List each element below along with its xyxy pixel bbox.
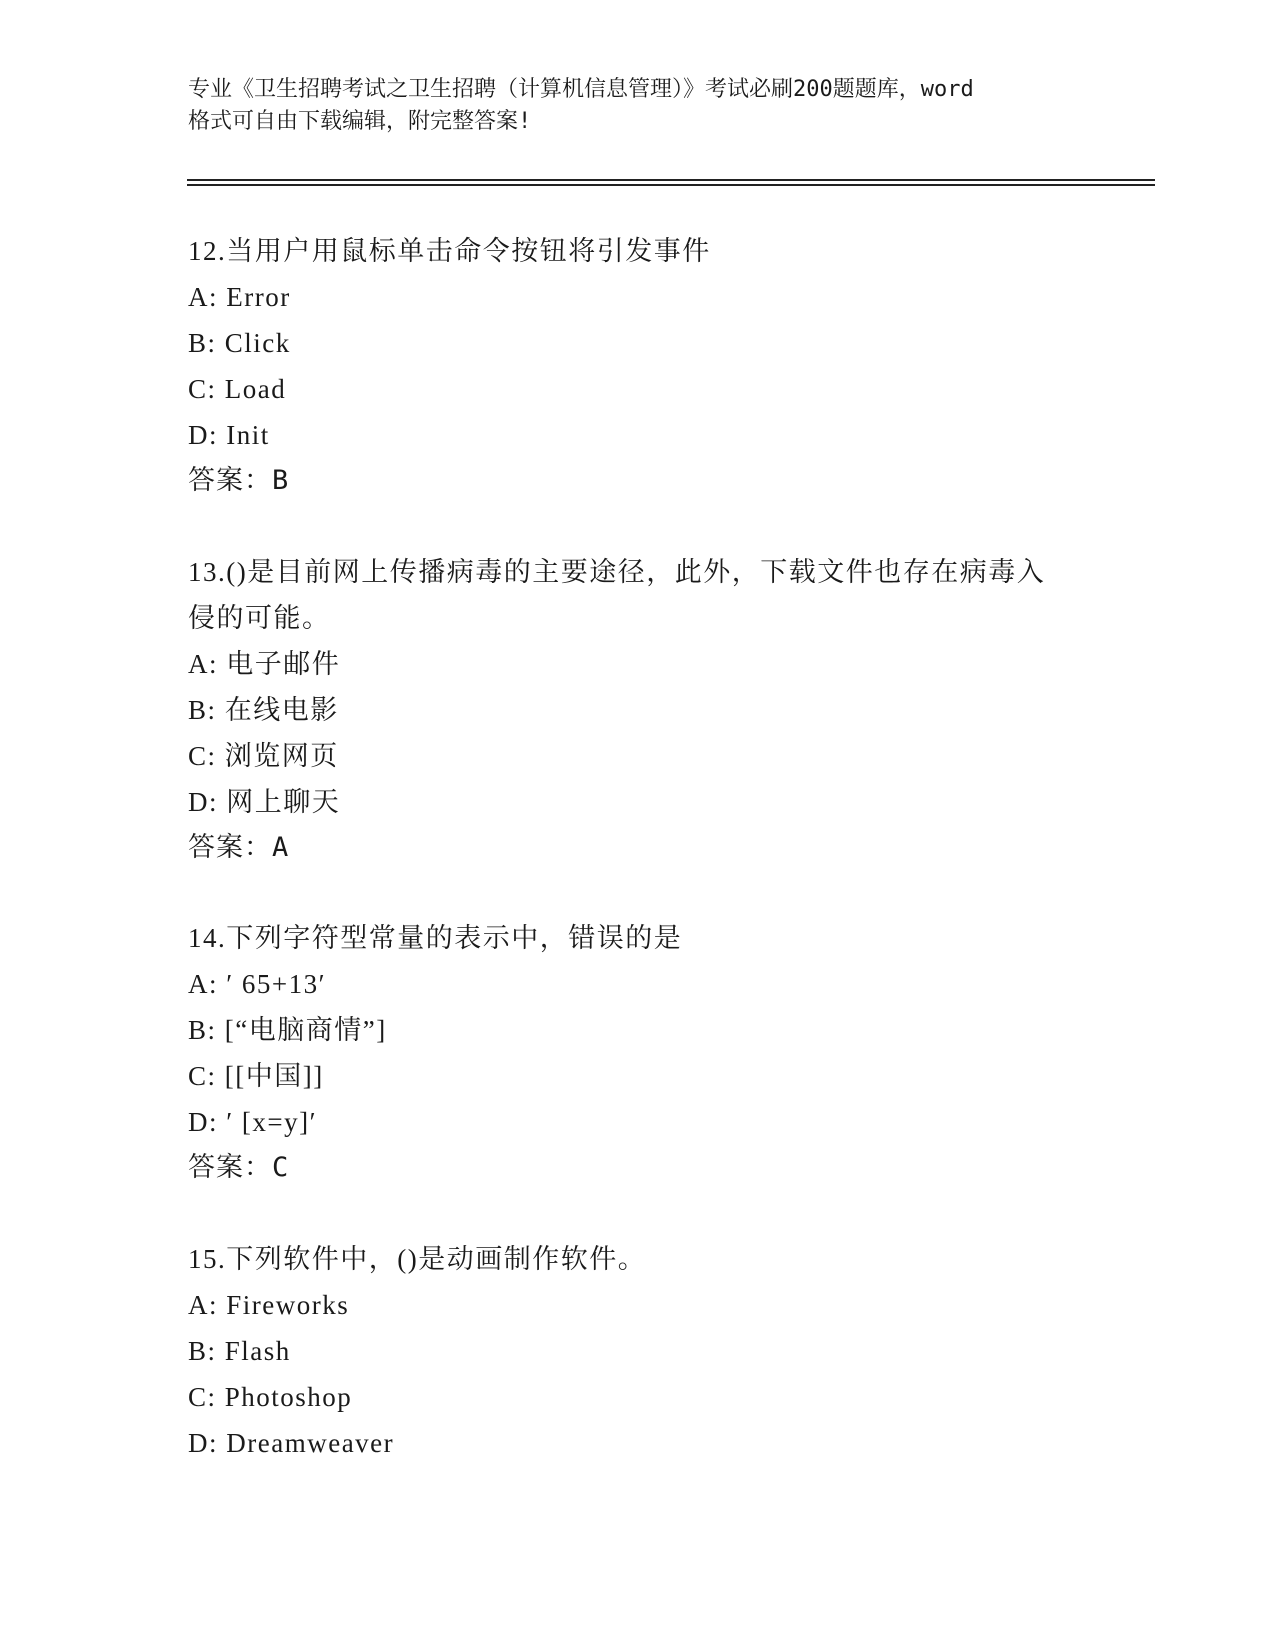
answer-value: A (272, 832, 289, 863)
option-b: B: Click (188, 328, 291, 358)
answer-label: 答案： (188, 465, 272, 496)
option-b: B: Flash (188, 1336, 291, 1366)
question-stem: 12.当用户用鼠标单击命令按钮将引发事件 (188, 236, 711, 266)
answer-value: C (272, 1152, 289, 1183)
option-c: C: Photoshop (188, 1382, 353, 1412)
document-header (188, 74, 1088, 138)
answer-line (188, 458, 1088, 504)
option-d: D: Dreamweaver (188, 1428, 395, 1458)
option-d: D: ′ [x=y]′ (188, 1107, 318, 1137)
answer-line (188, 1145, 1088, 1191)
option-a: A: Fireworks (188, 1290, 350, 1320)
option-a: A: 电子邮件 (188, 649, 341, 679)
option-d: D: Init (188, 420, 270, 450)
header-divider-bottom (187, 184, 1155, 186)
header-line-1: 专业《卫生招聘考试之卫生招聘（计算机信息管理）》考试必刷200题题库，word (188, 77, 974, 102)
question-15 (188, 1236, 1088, 1466)
option-c: C: 浏览网页 (188, 741, 339, 771)
option-a: A: ′ 65+13′ (188, 969, 327, 999)
option-b: B: [“电脑商情”] (188, 1015, 387, 1045)
question-14 (188, 915, 1088, 1191)
question-stem: 15.下列软件中，()是动画制作软件。 (188, 1244, 647, 1274)
option-c: C: [[中国]] (188, 1061, 324, 1091)
header-divider-top (187, 179, 1155, 181)
answer-line (188, 825, 1088, 871)
option-a: A: Error (188, 282, 291, 312)
option-c: C: Load (188, 374, 287, 404)
answer-label: 答案： (188, 1152, 272, 1183)
question-13 (188, 549, 1088, 871)
option-d: D: 网上聊天 (188, 787, 341, 817)
question-stem-line-1: 13.()是目前网上传播病毒的主要途径，此外，下载文件也存在病毒入 (188, 557, 1046, 587)
question-stem: 14.下列字符型常量的表示中，错误的是 (188, 923, 683, 953)
question-12 (188, 228, 1088, 504)
header-line-2: 格式可自由下载编辑，附完整答案! (188, 109, 532, 134)
option-b: B: 在线电影 (188, 695, 339, 725)
question-stem-line-2: 侵的可能。 (188, 603, 331, 633)
answer-label: 答案： (188, 832, 272, 863)
answer-value: B (272, 465, 289, 496)
